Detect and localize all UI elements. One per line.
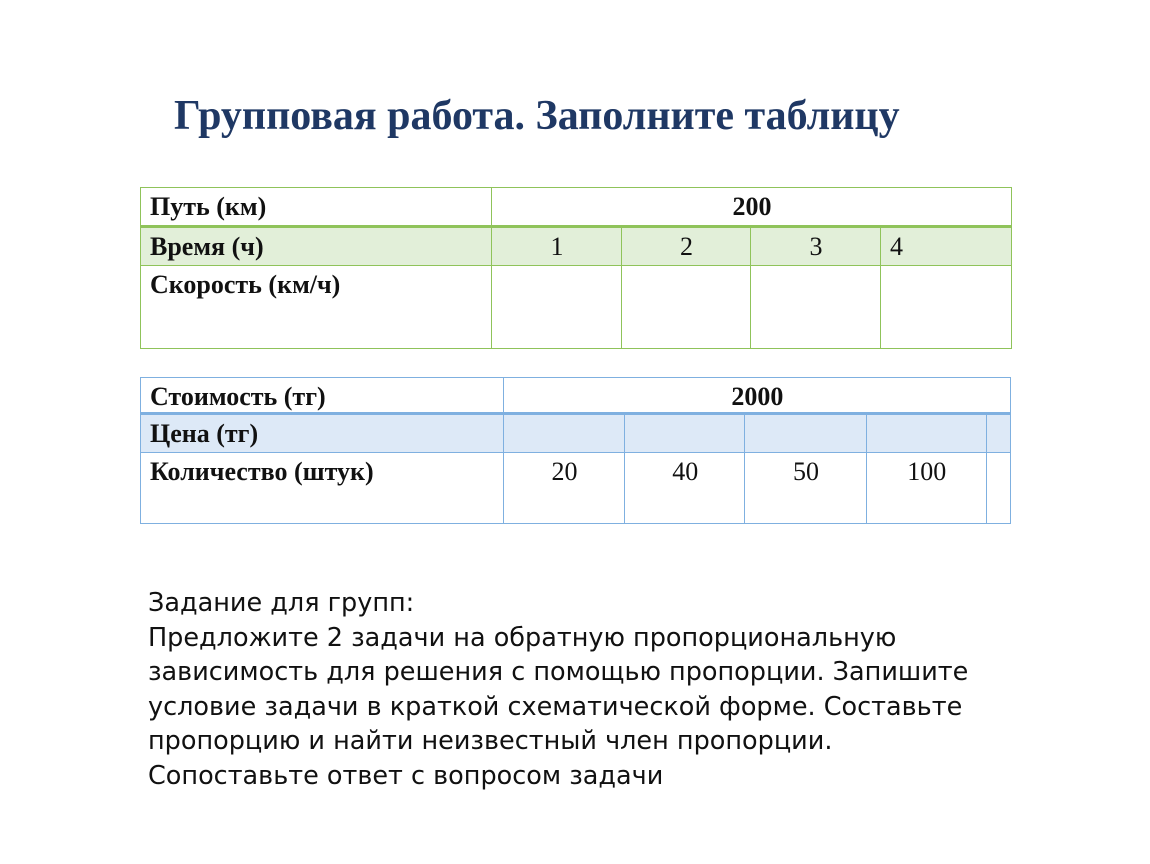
quantity-cell: 20	[503, 453, 624, 524]
cost-value-cell: 2000	[503, 378, 1010, 414]
distance-value-cell: 200	[492, 188, 1012, 227]
speed-cell[interactable]	[881, 266, 1012, 349]
speed-cell[interactable]	[751, 266, 881, 349]
time-cell: 3	[751, 227, 881, 266]
table-row	[141, 188, 1012, 227]
slide-title: Групповая работа. Заполните таблицу	[174, 93, 900, 139]
time-cell: 2	[622, 227, 751, 266]
row-label-price: Цена (тг)	[141, 414, 504, 453]
group-task-text	[148, 586, 968, 793]
task-line: Сопоставьте ответ с вопросом задачи	[148, 760, 664, 791]
speed-cell[interactable]	[622, 266, 751, 349]
task-line: пропорцию и найти неизвестный член пропорции.	[148, 726, 833, 756]
table-row	[141, 266, 1012, 349]
row-label-distance: Путь (км)	[141, 188, 492, 227]
speed-cell[interactable]	[492, 266, 622, 349]
quantity-cell	[986, 453, 1010, 524]
quantity-cell: 100	[866, 453, 986, 524]
table-row	[141, 227, 1012, 266]
cost-price-quantity-table	[140, 377, 1011, 524]
table-row	[141, 414, 1011, 453]
price-cell[interactable]	[625, 414, 745, 453]
table-row	[141, 378, 1011, 414]
time-cell: 4	[881, 227, 1012, 266]
price-cell[interactable]	[745, 414, 866, 453]
row-label-quantity: Количество (штук)	[141, 453, 504, 524]
price-cell[interactable]	[866, 414, 986, 453]
row-label-speed: Скорость (км/ч)	[141, 266, 492, 349]
price-cell[interactable]	[986, 414, 1010, 453]
task-line: Предложите 2 задачи на обратную пропорциональную	[148, 622, 897, 653]
task-heading: Задание для групп:	[148, 588, 415, 618]
quantity-cell: 40	[625, 453, 745, 524]
quantity-cell: 50	[745, 453, 866, 524]
row-label-cost: Стоимость (тг)	[141, 378, 504, 414]
task-line: условие задачи в краткой схематической форме. Составьте	[148, 691, 963, 722]
task-line: зависимость для решения с помощью пропорции. Запишите	[148, 657, 969, 687]
price-cell[interactable]	[503, 414, 624, 453]
time-cell: 1	[492, 227, 622, 266]
row-label-time: Время (ч)	[141, 227, 492, 266]
distance-time-speed-table	[140, 187, 1012, 349]
table-row	[141, 453, 1011, 524]
